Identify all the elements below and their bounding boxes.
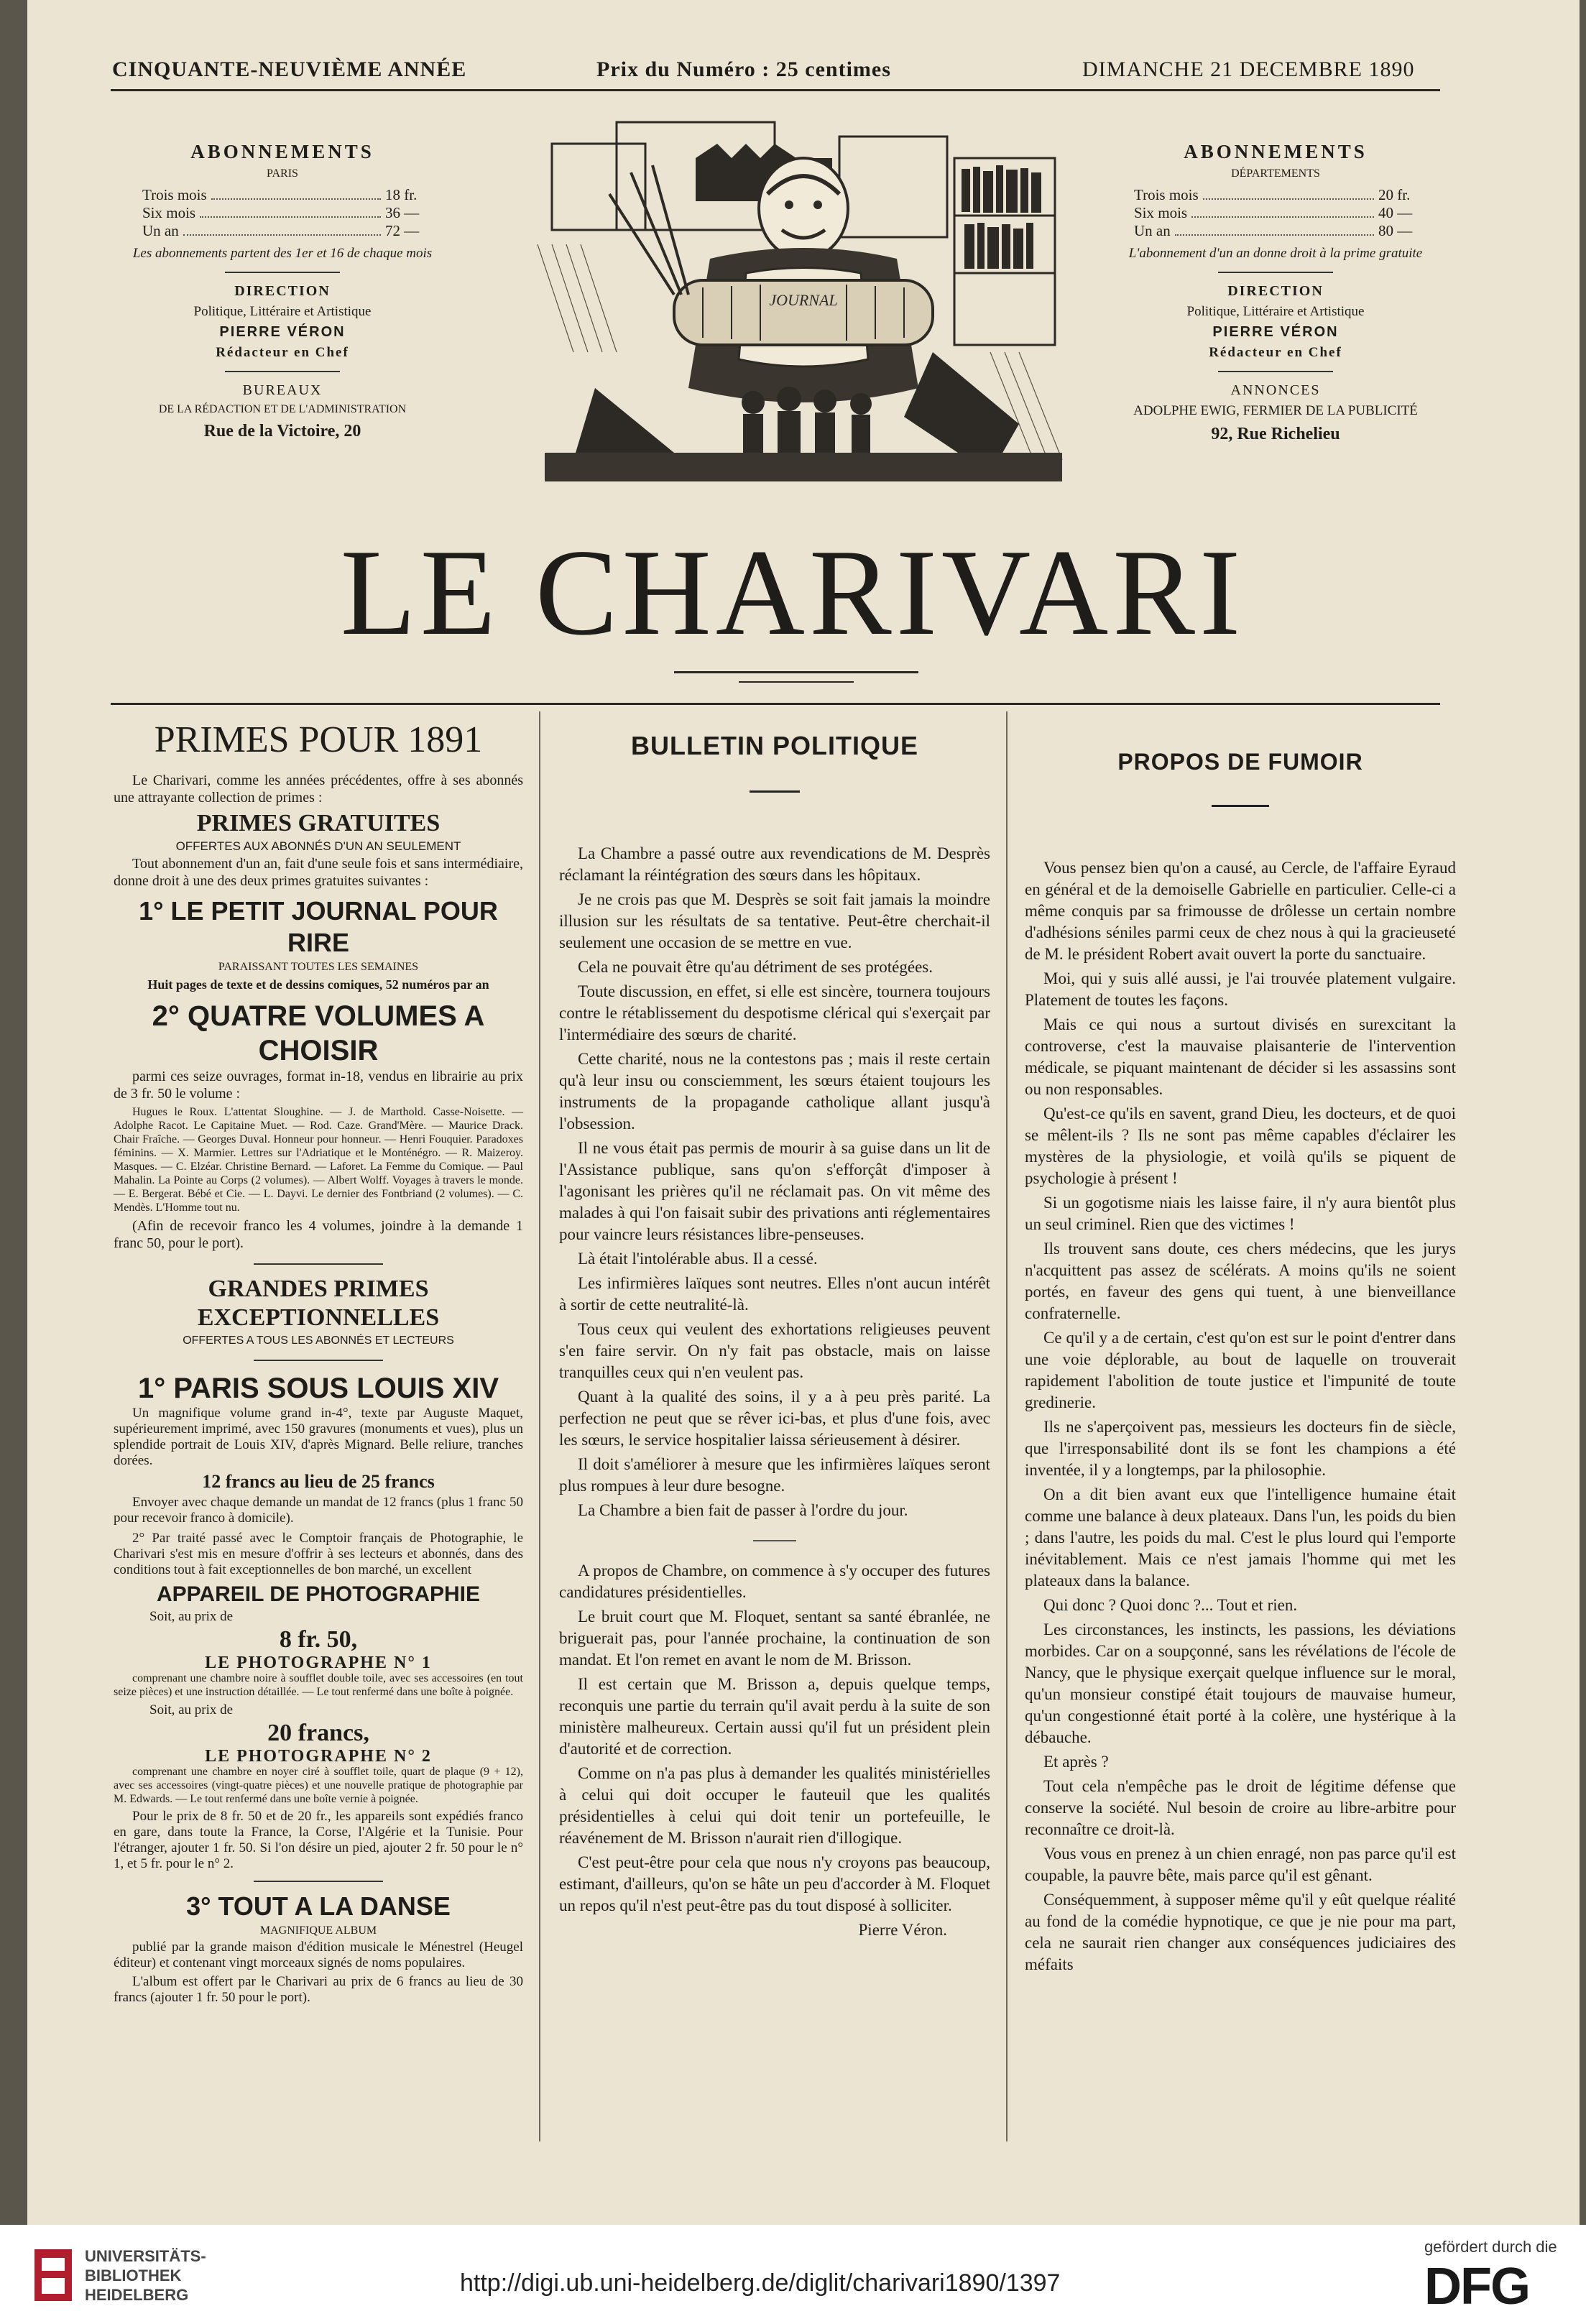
- price-label: Prix du Numéro : 25 centimes: [596, 57, 891, 81]
- price-row-3-months: Trois mois 18 fr.: [142, 186, 418, 203]
- propos-paragraph: Ce qu'il y a de certain, c'est qu'on est sur le point d'entrer dans une voie déplorable, au bout de laquelle on trouverait rapidement l'abolition de toute justice et l'impunité de toute gredinerie.: [1025, 1329, 1456, 1411]
- direction-title: DIRECTION: [1227, 283, 1324, 299]
- primes-column: [114, 719, 523, 2009]
- subscription-note: Les abonnements partent des 1er et 16 de chaque mois: [132, 246, 433, 261]
- subscription-sub: DÉPARTEMENTS: [1231, 167, 1320, 180]
- funded-by-label: gefördert durch die: [1424, 2238, 1557, 2256]
- bulletin-column: [559, 726, 990, 1941]
- date-label: DIMANCHE 21 DECEMBRE 1890: [1082, 57, 1415, 81]
- masthead-illustration: [530, 115, 1076, 496]
- propos-paragraph: Qui donc ? Quoi donc ?... Tout et rien.: [1043, 1596, 1298, 1614]
- propos-paragraph: Vous vous en prenez à un chien enragé, non pas parce qu'il est coupable, la pauvre bête, mais parce qu'il est gênant.: [1025, 1845, 1456, 1884]
- bulletin-paragraph: Tous ceux qui veulent des exhortations religieuses peuvent s'en faire servir. On n'y fait pas obstacle, mais on laisse tranquilles ceux qui n'en veulent pas.: [559, 1320, 990, 1381]
- propos-column: [1025, 726, 1456, 1978]
- subscription-note: L'abonnement d'un an donne droit à la prime gratuite: [1128, 246, 1423, 261]
- bulletin-paragraph: Les infirmières laïques sont neutres. Elles n'ont aucun intérêt à sortir de cette neutralité-là.: [559, 1274, 990, 1314]
- subscription-departements: [1105, 141, 1446, 444]
- bureaux-title: BUREAUX: [242, 382, 323, 398]
- photo-soit-1: Soit, au prix de: [149, 1609, 234, 1624]
- photo-shipping: Pour le prix de 8 fr. 50 et de 20 fr., les appareils sont expédiés franco en gare, dans toute la France, la Corse, l'Algérie et la Tunisie. Pour l'étranger, ajouter 1 fr. 50. Si l'on désire un pied, ajouter 2 fr. 50 pour le n° 1, et 5 fr. pour le n° 2.: [114, 1809, 523, 1871]
- bulletin-paragraph: Comme on n'a pas plus à demander les qualités ministérielles à celui qui doit occuper le fauteuil que les qualités présidentielles à celui qui doit tenir un portefeuille, le réavénement de M. Brisson n'aurait rien d'illogique.: [559, 1764, 990, 1847]
- propos-paragraph: Et après ?: [1043, 1753, 1109, 1771]
- bulletin-paragraph: Cela ne pouvait être qu'au détriment de ses protégées.: [578, 958, 933, 976]
- price-row-1-year: Un an 72 —: [142, 222, 420, 239]
- title-ornament: [674, 671, 918, 673]
- prime-1-text: Huit pages de texte et de dessins comiques, 52 numéros par an: [147, 977, 489, 992]
- prime-2-text: parmi ces seize ouvrages, format in-18, vendus en librairie au prix de 3 fr. 50 le volume :: [114, 1069, 523, 1102]
- subscription-paris: [112, 141, 453, 441]
- annonces-line: ADOLPHE EWIG, FERMIER DE LA PUBLICITÉ: [1133, 403, 1418, 418]
- price-row-6-months: Six mois 36 —: [142, 204, 420, 221]
- bulletin-paragraph: Le bruit court que M. Floquet, sentant sa santé ébranlée, ne briguerait pas, pour l'année prochaine, la continuation de son mandat. Et l'on remet en avant le nom de M. Brisson.: [559, 1608, 990, 1669]
- primes-gratuites-title: PRIMES GRATUITES: [196, 810, 441, 836]
- photo-model-2: LE PHOTOGRAPHE N° 2: [205, 1747, 432, 1766]
- prime-1-title: 1° LE PETIT JOURNAL POUR RIRE: [139, 896, 498, 957]
- direction-line: Politique, Littéraire et Artistique: [1186, 304, 1365, 319]
- propos-paragraph: Si un gogotisme niais les laisse faire, il n'y aura bientôt plus un seul criminel. Rien que des victimes !: [1025, 1194, 1456, 1233]
- prime-2-title: 2° QUATRE VOLUMES A CHOISIR: [152, 1000, 485, 1066]
- exceptional-1-text: Un magnifique volume grand in-4°, texte par Auguste Maquet, supérieurement imprimé, avec 150 gravures (monuments et vues), plus un splendide portrait de Louis XIV, d'après Mignard. Belle reliure, tranches dorées.: [114, 1406, 523, 1468]
- photo-apparatus-title: APPAREIL DE PHOTOGRAPHIE: [156, 1582, 481, 1606]
- propos-paragraph: Ils trouvent sans doute, ces chers médecins, que les jurys n'acquittent pas assez de scélérats. A moins qu'ils ne soient portés, en faveur des gens qui tuent, à une bienveillance confraternelle.: [1025, 1240, 1456, 1322]
- prime-2-list: Hugues le Roux. L'attentat Sloughine. — J. de Marthold. Casse-Noisette. — Adolphe Racot. Le Capitaine Muet. — Rod. Caze. Grand'Mère. — Maurice Drack. Chair Fraîche. — Georges Duval. Honneur pour honneur. — Henri Fouquier. Paradoxes féminins. — X. Marmier. Lettres sur l'Adriatique et le Monténégro. — R. Maizeroy. Masques. — C. Elzéar. Christine Bernard. — Laforet. La Femme du Comique. — Paul Mahalin. La Pointe au Corps (2 volumes). — Albert Wolff. Voyages à travers le monde. — E. Bergerat. Bébé et Cie. — L. Dayvi. Le dernier des Fontbriand (2 volumes). — C. Mendès. L'Homme tout nu.: [114, 1106, 523, 1214]
- propos-paragraph: Conséquemment, à supposer même qu'il y eût quelque réalité au fond de la comédie hypnotique, ce que je nie pour ma part, cela ne saurait rien changer aux conséquences judiciaires des méfaits: [1025, 1891, 1456, 1973]
- bulletin-paragraph: C'est peut-être pour cela que nous n'y croyons pas beaucoup, estimant, d'ailleurs, qu'on se hâte un peu d'accorder à M. Floquet un repos qu'il n'est peut-être pas du tout disposé à solliciter.: [559, 1853, 990, 1914]
- price-row-3-months: Trois mois 20 fr.: [1134, 186, 1411, 203]
- prime-2-note: (Afin de recevoir franco les 4 volumes, joindre à la demande 1 franc 50, pour le port).: [114, 1218, 523, 1251]
- primes-gratuites-sub: OFFERTES AUX ABONNÉS D'UN AN SEULEMENT: [175, 839, 461, 853]
- propos-paragraph: Tout cela n'empêche pas le droit de légitime défense que conserve la société. Nul besoin de croire au libre-arbitre pour reconnaître ce droit-là.: [1025, 1777, 1456, 1838]
- university-seal-icon: [32, 2246, 75, 2304]
- price-row-6-months: Six mois 40 —: [1134, 204, 1413, 221]
- exceptional-2-text: 2° Par traité passé avec le Comptoir français de Photographie, le Charivari s'est mis en mesure d'offrir à ses lecteurs et abonnés, dans des conditions tout à fait exceptionnelles de bon marché, un excellent: [114, 1531, 523, 1577]
- exceptional-1-price: 12 francs au lieu de 25 francs: [202, 1471, 435, 1492]
- title-ornament-2: [739, 681, 854, 683]
- exceptional-3-offer: L'album est offert par le Charivari au prix de 6 francs au lieu de 30 francs (ajouter 1 fr. 50 pour le port).: [114, 1974, 523, 2005]
- propos-paragraph: Mais ce qui nous a surtout divisés en surexcitant la controverse, c'est la mauvaise plaisanterie de l'intervention médicale, se piquant maintenant de décider si les assassins sont ou non responsables.: [1025, 1015, 1456, 1098]
- exceptional-1-title: 1° PARIS SOUS LOUIS XIV: [137, 1373, 499, 1404]
- bulletin-title: BULLETIN POLITIQUE: [631, 731, 918, 760]
- bulletin-paragraph: Je ne crois pas que M. Desprès se soit fait jamais la moindre illusion sur les résultats de sa tentative. Peut-être cherchait-il seulement une occasion de se mettre en vue.: [559, 890, 990, 951]
- photo-price-2: 20 francs,: [267, 1720, 369, 1746]
- newspaper-page: [27, 0, 1580, 2225]
- exceptional-1-note: Envoyer avec chaque demande un mandat de 12 francs (plus 1 franc 50 pour recevoir franco à domicile).: [114, 1495, 523, 1526]
- top-rule: [111, 89, 1440, 91]
- editor-role: Rédacteur en Chef: [1209, 345, 1342, 360]
- column-rule-2: [1006, 711, 1008, 2141]
- dfg-logo: DFG: [1424, 2258, 1529, 2315]
- direction-line: Politique, Littéraire et Artistique: [193, 304, 372, 319]
- annonces-title: ANNONCES: [1230, 382, 1321, 398]
- director-name: PIERRE VÉRON: [219, 324, 346, 340]
- exceptional-3-sub: MAGNIFIQUE ALBUM: [259, 1924, 377, 1937]
- illustration-caption: JOURNAL: [769, 291, 838, 309]
- photo-price-1: 8 fr. 50,: [279, 1626, 358, 1653]
- primes-title: PRIMES POUR 1891: [154, 719, 483, 760]
- direction-title: DIRECTION: [234, 283, 331, 299]
- primes-intro: Le Charivari, comme les années précédentes, offre à ses abonnés une attrayante collection de primes :: [114, 773, 523, 806]
- bulletin-signature: Pierre Véron.: [858, 1921, 947, 1939]
- subscription-title: ABONNEMENTS: [190, 141, 374, 162]
- price-row-1-year: Un an 80 —: [1134, 222, 1413, 239]
- column-rule-1: [539, 711, 540, 2141]
- bureaux-line: DE LA RÉDACTION ET DE L'ADMINISTRATION: [158, 403, 407, 415]
- source-url[interactable]: http://digi.ub.uni-heidelberg.de/diglit/charivari1890/1397: [460, 2269, 1061, 2297]
- photo-soit-2: Soit, au prix de: [149, 1702, 234, 1717]
- bulletin-paragraph: La Chambre a bien fait de passer à l'ordre du jour.: [578, 1501, 908, 1519]
- year-label: CINQUANTE-NEUVIÈME ANNÉE: [112, 57, 467, 81]
- propos-paragraph: Qu'est-ce qu'ils en savent, grand Dieu, les docteurs, et de quoi se mêlent-ils ? Ils ne sont pas même capables d'éclairer les mystères de la physiologie, et voilà qu'ils se piquent de psychologie à présent !: [1025, 1105, 1456, 1187]
- propos-paragraph: On a dit bien avant eux que l'intelligence humaine était comme une balance à deux plateaux. Dans l'un, les poids du bien ; dans l'autre, les poids du mal. C'est le plus lourd qui l'emporte inévitablement. Mais ce n'est jamais l'homme qui met les plateaux dans la balance.: [1025, 1485, 1456, 1590]
- bulletin-paragraph: Il est certain que M. Brisson a, depuis quelque temps, reconquis une partie du terrain qu'il avait perdu à la suite de son ministère malheureux. Certain aussi qu'il fut un président plein d'autorité et de correction.: [559, 1675, 990, 1758]
- subscription-title: ABONNEMENTS: [1184, 141, 1368, 162]
- exceptional-3-title: 3° TOUT A LA DANSE: [186, 1891, 451, 1921]
- exceptional-primes-sub: OFFERTES A TOUS LES ABONNÉS ET LECTEURS: [183, 1334, 454, 1347]
- bulletin-paragraph: Il ne vous était pas permis de mourir à sa guise dans un lit de l'Assistance publique, sans qu'on s'efforçât d'imposer à l'agonisant les prières qu'il ne réclamait pas. On vit même des malades à qui l'on faisait subir des privations anti réglementaires pour vaincre leurs résistances libre-penseuses.: [559, 1139, 990, 1243]
- section-rule: [111, 703, 1440, 705]
- photo-model-2-text: comprenant une chambre en noyer ciré à soufflet toile, quart de plaque (9 + 12), avec ses accessoires (vingt-quatre pièces) et une nouvelle pratique de photographie par M. Edwards. — Le tout renfermé dans une boîte vernie à poignée.: [114, 1766, 523, 1805]
- bureaux-address: Rue de la Victoire, 20: [203, 422, 361, 441]
- bulletin-paragraph: Là était l'intolérable abus. Il a cessé.: [578, 1250, 818, 1268]
- propos-paragraph: Ils ne s'aperçoivent pas, messieurs les docteurs fin de siècle, que l'irresponsabilité dont ils se font les champions a été inventée, il y a longtemps, par la philosophie.: [1025, 1418, 1456, 1479]
- library-name: UNIVERSITÄTS- BIBLIOTHEK HEIDELBERG: [85, 2247, 206, 2304]
- digitization-footer: [0, 2225, 1586, 2324]
- bulletin-paragraph: Il doit s'améliorer à mesure que les infirmières laïques seront plus rompues à leur dure besogne.: [559, 1455, 990, 1495]
- bulletin-paragraph: Toute discussion, en effet, si elle est sincère, tournera toujours contre le rétablissement du despotisme clérical qui s'exerçait par l'intermédiaire des sœurs de charité.: [559, 982, 990, 1043]
- prime-1-sub: PARAISSANT TOUTES LES SEMAINES: [218, 961, 419, 973]
- director-name: PIERRE VÉRON: [1212, 324, 1339, 340]
- exceptional-3-text: publié par la grande maison d'édition musicale le Ménestrel (Heugel éditeur) et contenant vingt morceaux signés de noms populaires.: [114, 1940, 523, 1970]
- subscription-sub: PARIS: [267, 167, 298, 180]
- editor-role: Rédacteur en Chef: [216, 345, 349, 360]
- bulletin-paragraph: A propos de Chambre, on commence à s'y occuper des futures candidatures présidentielles.: [559, 1562, 990, 1601]
- primes-gratuites-text: Tout abonnement d'un an, fait d'une seule fois et sans intermédiaire, donne droit à une des deux primes gratuites suivantes :: [114, 856, 523, 889]
- photo-model-1: LE PHOTOGRAPHE N° 1: [205, 1654, 432, 1672]
- newspaper-title: LE CHARIVARI: [340, 525, 1245, 661]
- bulletin-paragraph: Quant à la qualité des soins, il y a à peu près parité. La perfection ne peut que se rêver ici-bas, et plus d'une fois, avec les sœurs, le service hospitalier laissa sérieusement à désirer.: [559, 1388, 990, 1449]
- photo-model-1-text: comprenant une chambre noire à soufflet double toile, avec ses accessoires (en tout seize pièces) et une instruction détaillée. — Le tout renfermé dans une boîte à poignée.: [114, 1672, 523, 1698]
- bulletin-paragraph: La Chambre a passé outre aux revendications de M. Desprès réclamant la réintégration des sœurs dans les hôpitaux.: [559, 844, 990, 884]
- propos-paragraph: Les circonstances, les instincts, les passions, les déviations morbides. Car on a soupçonné, sans les révélations de l'école de Nancy, que le physique exerçait quelque influence sur le moral, qu'un monsieur constipé était toujours de mauvaise humeur, qu'un congestionné était porté à la colère, une hystérique à la débauche.: [1025, 1620, 1456, 1746]
- propos-paragraph: Vous pensez bien qu'on a causé, au Cercle, de l'affaire Eyraud en général et de la demoiselle Gabrielle en particulier. Celle-ci a même conquis par sa frimousse de drôlesse un certain nombre d'adhésions séniles parmi ceux de chez nous à qui la gracieuseté de M. le président Robert avait ouvert la porte du sanctuaire.: [1025, 859, 1456, 963]
- annonces-address: 92, Rue Richelieu: [1211, 425, 1340, 443]
- propos-paragraph: Moi, qui y suis allé aussi, je l'ai trouvée platement vulgaire. Platement de toutes les façons.: [1025, 969, 1456, 1009]
- bulletin-paragraph: Cette charité, nous ne la contestons pas ; mais il reste certain qu'à leur insu ou consciemment, les sœurs étaient toujours les instruments de la propagande catholique allant jusqu'à l'obsession.: [559, 1050, 990, 1133]
- propos-title: PROPOS DE FUMOIR: [1117, 749, 1363, 775]
- exceptional-primes-title: GRANDES PRIMES EXCEPTIONNELLES: [197, 1276, 440, 1331]
